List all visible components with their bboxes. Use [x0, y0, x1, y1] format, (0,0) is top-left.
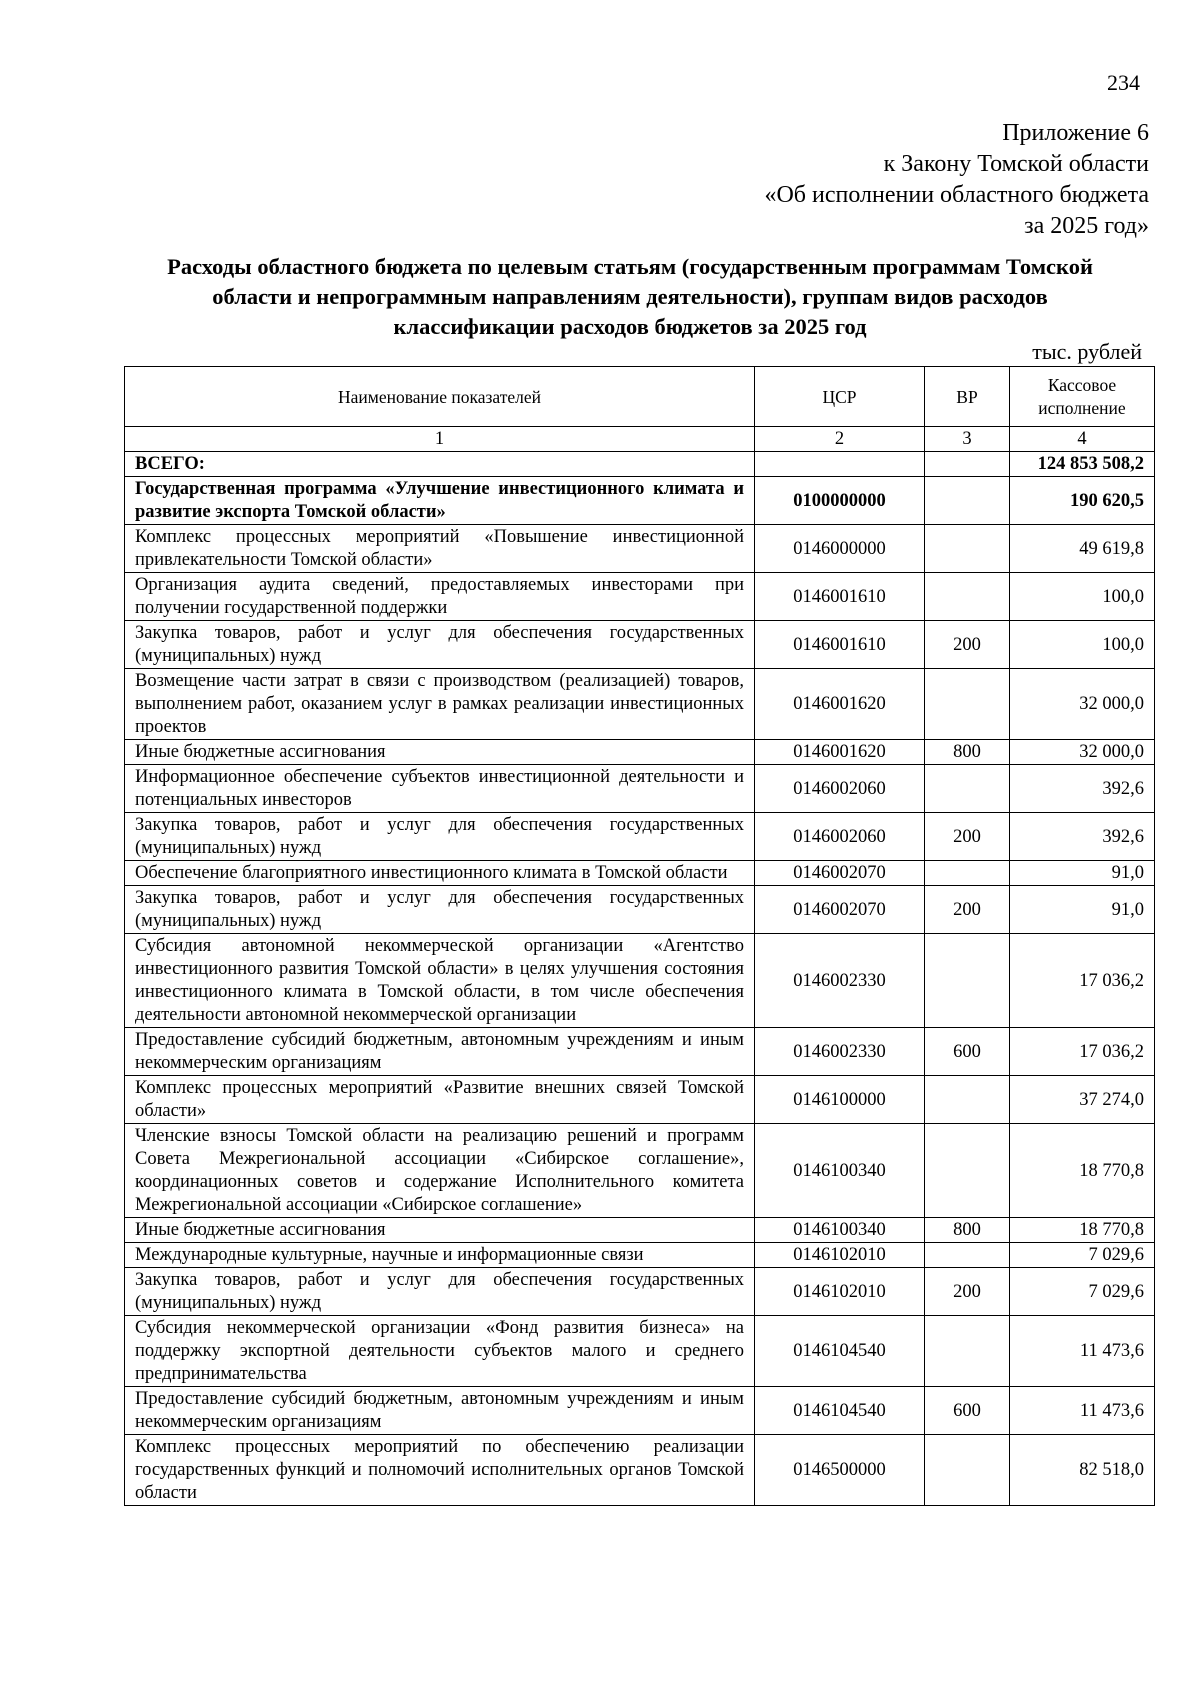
- cell-vr: [925, 669, 1010, 740]
- cell-sum: 17 036,2: [1010, 1028, 1155, 1076]
- cell-vr: 200: [925, 813, 1010, 861]
- cell-name: Комплекс процессных мероприятий «Повышение инвестиционной привлекательности Томской области»: [125, 525, 755, 573]
- cell-vr: [925, 1435, 1010, 1506]
- cell-vr: [925, 1243, 1010, 1268]
- table-row: [125, 1124, 1155, 1218]
- cell-vr: 600: [925, 1028, 1010, 1076]
- appendix-line: «Об исполнении областного бюджета: [764, 182, 1149, 208]
- cell-sum: 11 473,6: [1010, 1316, 1155, 1387]
- table-row: [125, 1243, 1155, 1268]
- cell-vr: [925, 765, 1010, 813]
- column-number-row: [125, 427, 1155, 452]
- header-csr: ЦСР: [755, 367, 925, 427]
- table-row: [125, 525, 1155, 573]
- cell-name: Закупка товаров, работ и услуг для обеспечения государственных (муниципальных) нужд: [125, 1268, 755, 1316]
- cell-name: Возмещение части затрат в связи с производством (реализацией) товаров, выполнением работ, оказанием услуг в рамках реализации инвестиционных проектов: [125, 669, 755, 740]
- cell-csr: 0146002330: [755, 1028, 925, 1076]
- cell-vr: 600: [925, 1387, 1010, 1435]
- units-label: тыс. рублей: [1032, 339, 1142, 364]
- cell-csr: 0146001610: [755, 573, 925, 621]
- cell-name: Иные бюджетные ассигнования: [125, 1218, 755, 1243]
- cell-name: Организация аудита сведений, предоставляемых инвесторами при получении государственной поддержки: [125, 573, 755, 621]
- cell-csr: 0146002070: [755, 886, 925, 934]
- cell-csr: 0146104540: [755, 1387, 925, 1435]
- cell-vr: [925, 934, 1010, 1028]
- table-row: [125, 740, 1155, 765]
- cell-vr: 200: [925, 886, 1010, 934]
- cell-csr: 0146100340: [755, 1124, 925, 1218]
- table-row: [125, 934, 1155, 1028]
- budget-table: [124, 366, 1155, 1506]
- cell-sum: 124 853 508,2: [1010, 452, 1155, 477]
- appendix-header: [764, 118, 1149, 242]
- appendix-line: за 2025 год»: [1024, 213, 1149, 239]
- cell-vr: 800: [925, 740, 1010, 765]
- cell-vr: [925, 452, 1010, 477]
- cell-sum: 18 770,8: [1010, 1124, 1155, 1218]
- document-title: [110, 252, 1150, 342]
- table-row: [125, 477, 1155, 525]
- appendix-line: Приложение 6: [1002, 120, 1149, 146]
- cell-sum: 91,0: [1010, 886, 1155, 934]
- cell-sum: 100,0: [1010, 573, 1155, 621]
- cell-csr: 0146102010: [755, 1268, 925, 1316]
- cell-sum: 91,0: [1010, 861, 1155, 886]
- cell-name: Комплекс процессных мероприятий по обеспечению реализации государственных функций и полномочий исполнительных органов Томской области: [125, 1435, 755, 1506]
- column-number: 1: [125, 427, 755, 452]
- cell-name: Информационное обеспечение субъектов инвестиционной деятельности и потенциальных инвесторов: [125, 765, 755, 813]
- table-header-row: [125, 367, 1155, 427]
- cell-vr: [925, 525, 1010, 573]
- column-number: 2: [755, 427, 925, 452]
- table-row: [125, 1218, 1155, 1243]
- cell-sum: 49 619,8: [1010, 525, 1155, 573]
- cell-vr: 200: [925, 1268, 1010, 1316]
- table-row: [125, 1435, 1155, 1506]
- header-vr: ВР: [925, 367, 1010, 427]
- cell-csr: 0146100000: [755, 1076, 925, 1124]
- cell-sum: 11 473,6: [1010, 1387, 1155, 1435]
- cell-name: ВСЕГО:: [125, 452, 755, 477]
- cell-sum: 18 770,8: [1010, 1218, 1155, 1243]
- cell-name: Закупка товаров, работ и услуг для обеспечения государственных (муниципальных) нужд: [125, 813, 755, 861]
- cell-name: Предоставление субсидий бюджетным, автономным учреждениям и иным некоммерческим организациям: [125, 1387, 755, 1435]
- table-row: [125, 1028, 1155, 1076]
- cell-csr: 0146100340: [755, 1218, 925, 1243]
- cell-sum: 32 000,0: [1010, 740, 1155, 765]
- cell-csr: 0146002330: [755, 934, 925, 1028]
- title-line: области и непрограммным направлениям деятельности), группам видов расходов: [212, 284, 1048, 309]
- cell-vr: [925, 1316, 1010, 1387]
- cell-csr: 0146000000: [755, 525, 925, 573]
- cell-sum: 190 620,5: [1010, 477, 1155, 525]
- cell-vr: [925, 861, 1010, 886]
- header-sum: Кассовое исполнение: [1010, 367, 1155, 427]
- cell-csr: 0146001610: [755, 621, 925, 669]
- cell-name: Закупка товаров, работ и услуг для обеспечения государственных (муниципальных) нужд: [125, 886, 755, 934]
- cell-name: Членские взносы Томской области на реализацию решений и программ Совета Межрегиональной ассоциации «Сибирское соглашение», координационных советов и содержание Исполнительного комитета Межрегиональной ассоциации «Сибирское соглашение»: [125, 1124, 755, 1218]
- cell-sum: 392,6: [1010, 765, 1155, 813]
- cell-sum: 100,0: [1010, 621, 1155, 669]
- header-name: Наименование показателей: [125, 367, 755, 427]
- cell-sum: 7 029,6: [1010, 1243, 1155, 1268]
- table-row: [125, 765, 1155, 813]
- table-row: [125, 1268, 1155, 1316]
- cell-csr: 0146002070: [755, 861, 925, 886]
- column-number: 3: [925, 427, 1010, 452]
- cell-name: Закупка товаров, работ и услуг для обеспечения государственных (муниципальных) нужд: [125, 621, 755, 669]
- table-row: [125, 1387, 1155, 1435]
- cell-vr: 800: [925, 1218, 1010, 1243]
- table-row: [125, 813, 1155, 861]
- cell-name: Иные бюджетные ассигнования: [125, 740, 755, 765]
- cell-vr: 200: [925, 621, 1010, 669]
- table-row: [125, 1076, 1155, 1124]
- cell-csr: 0146001620: [755, 740, 925, 765]
- cell-sum: 32 000,0: [1010, 669, 1155, 740]
- cell-csr: 0146002060: [755, 765, 925, 813]
- title-line: классификации расходов бюджетов за 2025 год: [393, 314, 867, 339]
- column-number: 4: [1010, 427, 1155, 452]
- cell-sum: 392,6: [1010, 813, 1155, 861]
- cell-sum: 37 274,0: [1010, 1076, 1155, 1124]
- cell-name: Комплекс процессных мероприятий «Развитие внешних связей Томской области»: [125, 1076, 755, 1124]
- cell-sum: 7 029,6: [1010, 1268, 1155, 1316]
- title-line: Расходы областного бюджета по целевым статьям (государственным программам Томской: [167, 254, 1093, 279]
- cell-vr: [925, 573, 1010, 621]
- table-row: [125, 669, 1155, 740]
- cell-name: Обеспечение благоприятного инвестиционного климата в Томской области: [125, 861, 755, 886]
- cell-vr: [925, 1076, 1010, 1124]
- table-row: [125, 886, 1155, 934]
- cell-sum: 17 036,2: [1010, 934, 1155, 1028]
- cell-csr: 0100000000: [755, 477, 925, 525]
- table-row: [125, 1316, 1155, 1387]
- page-number: 234: [1107, 70, 1140, 95]
- cell-csr: [755, 452, 925, 477]
- cell-name: Предоставление субсидий бюджетным, автономным учреждениям и иным некоммерческим организациям: [125, 1028, 755, 1076]
- table-row: [125, 452, 1155, 477]
- table-row: [125, 861, 1155, 886]
- appendix-line: к Закону Томской области: [883, 151, 1149, 177]
- cell-vr: [925, 477, 1010, 525]
- cell-csr: 0146102010: [755, 1243, 925, 1268]
- cell-name: Международные культурные, научные и информационные связи: [125, 1243, 755, 1268]
- table-body: [125, 452, 1155, 1506]
- cell-csr: 0146002060: [755, 813, 925, 861]
- cell-vr: [925, 1124, 1010, 1218]
- cell-sum: 82 518,0: [1010, 1435, 1155, 1506]
- cell-name: Субсидия автономной некоммерческой организации «Агентство инвестиционного развития Томской области» в целях улучшения состояния инвестиционного климата в Томской области, в том числе обеспечения деятельности автономной некоммерческой организации: [125, 934, 755, 1028]
- cell-csr: 0146500000: [755, 1435, 925, 1506]
- cell-name: Государственная программа «Улучшение инвестиционного климата и развитие экспорта Томской области»: [125, 477, 755, 525]
- cell-csr: 0146104540: [755, 1316, 925, 1387]
- cell-csr: 0146001620: [755, 669, 925, 740]
- table-row: [125, 573, 1155, 621]
- table-row: [125, 621, 1155, 669]
- cell-name: Субсидия некоммерческой организации «Фонд развития бизнеса» на поддержку экспортной деятельности субъектов малого и среднего предпринимательства: [125, 1316, 755, 1387]
